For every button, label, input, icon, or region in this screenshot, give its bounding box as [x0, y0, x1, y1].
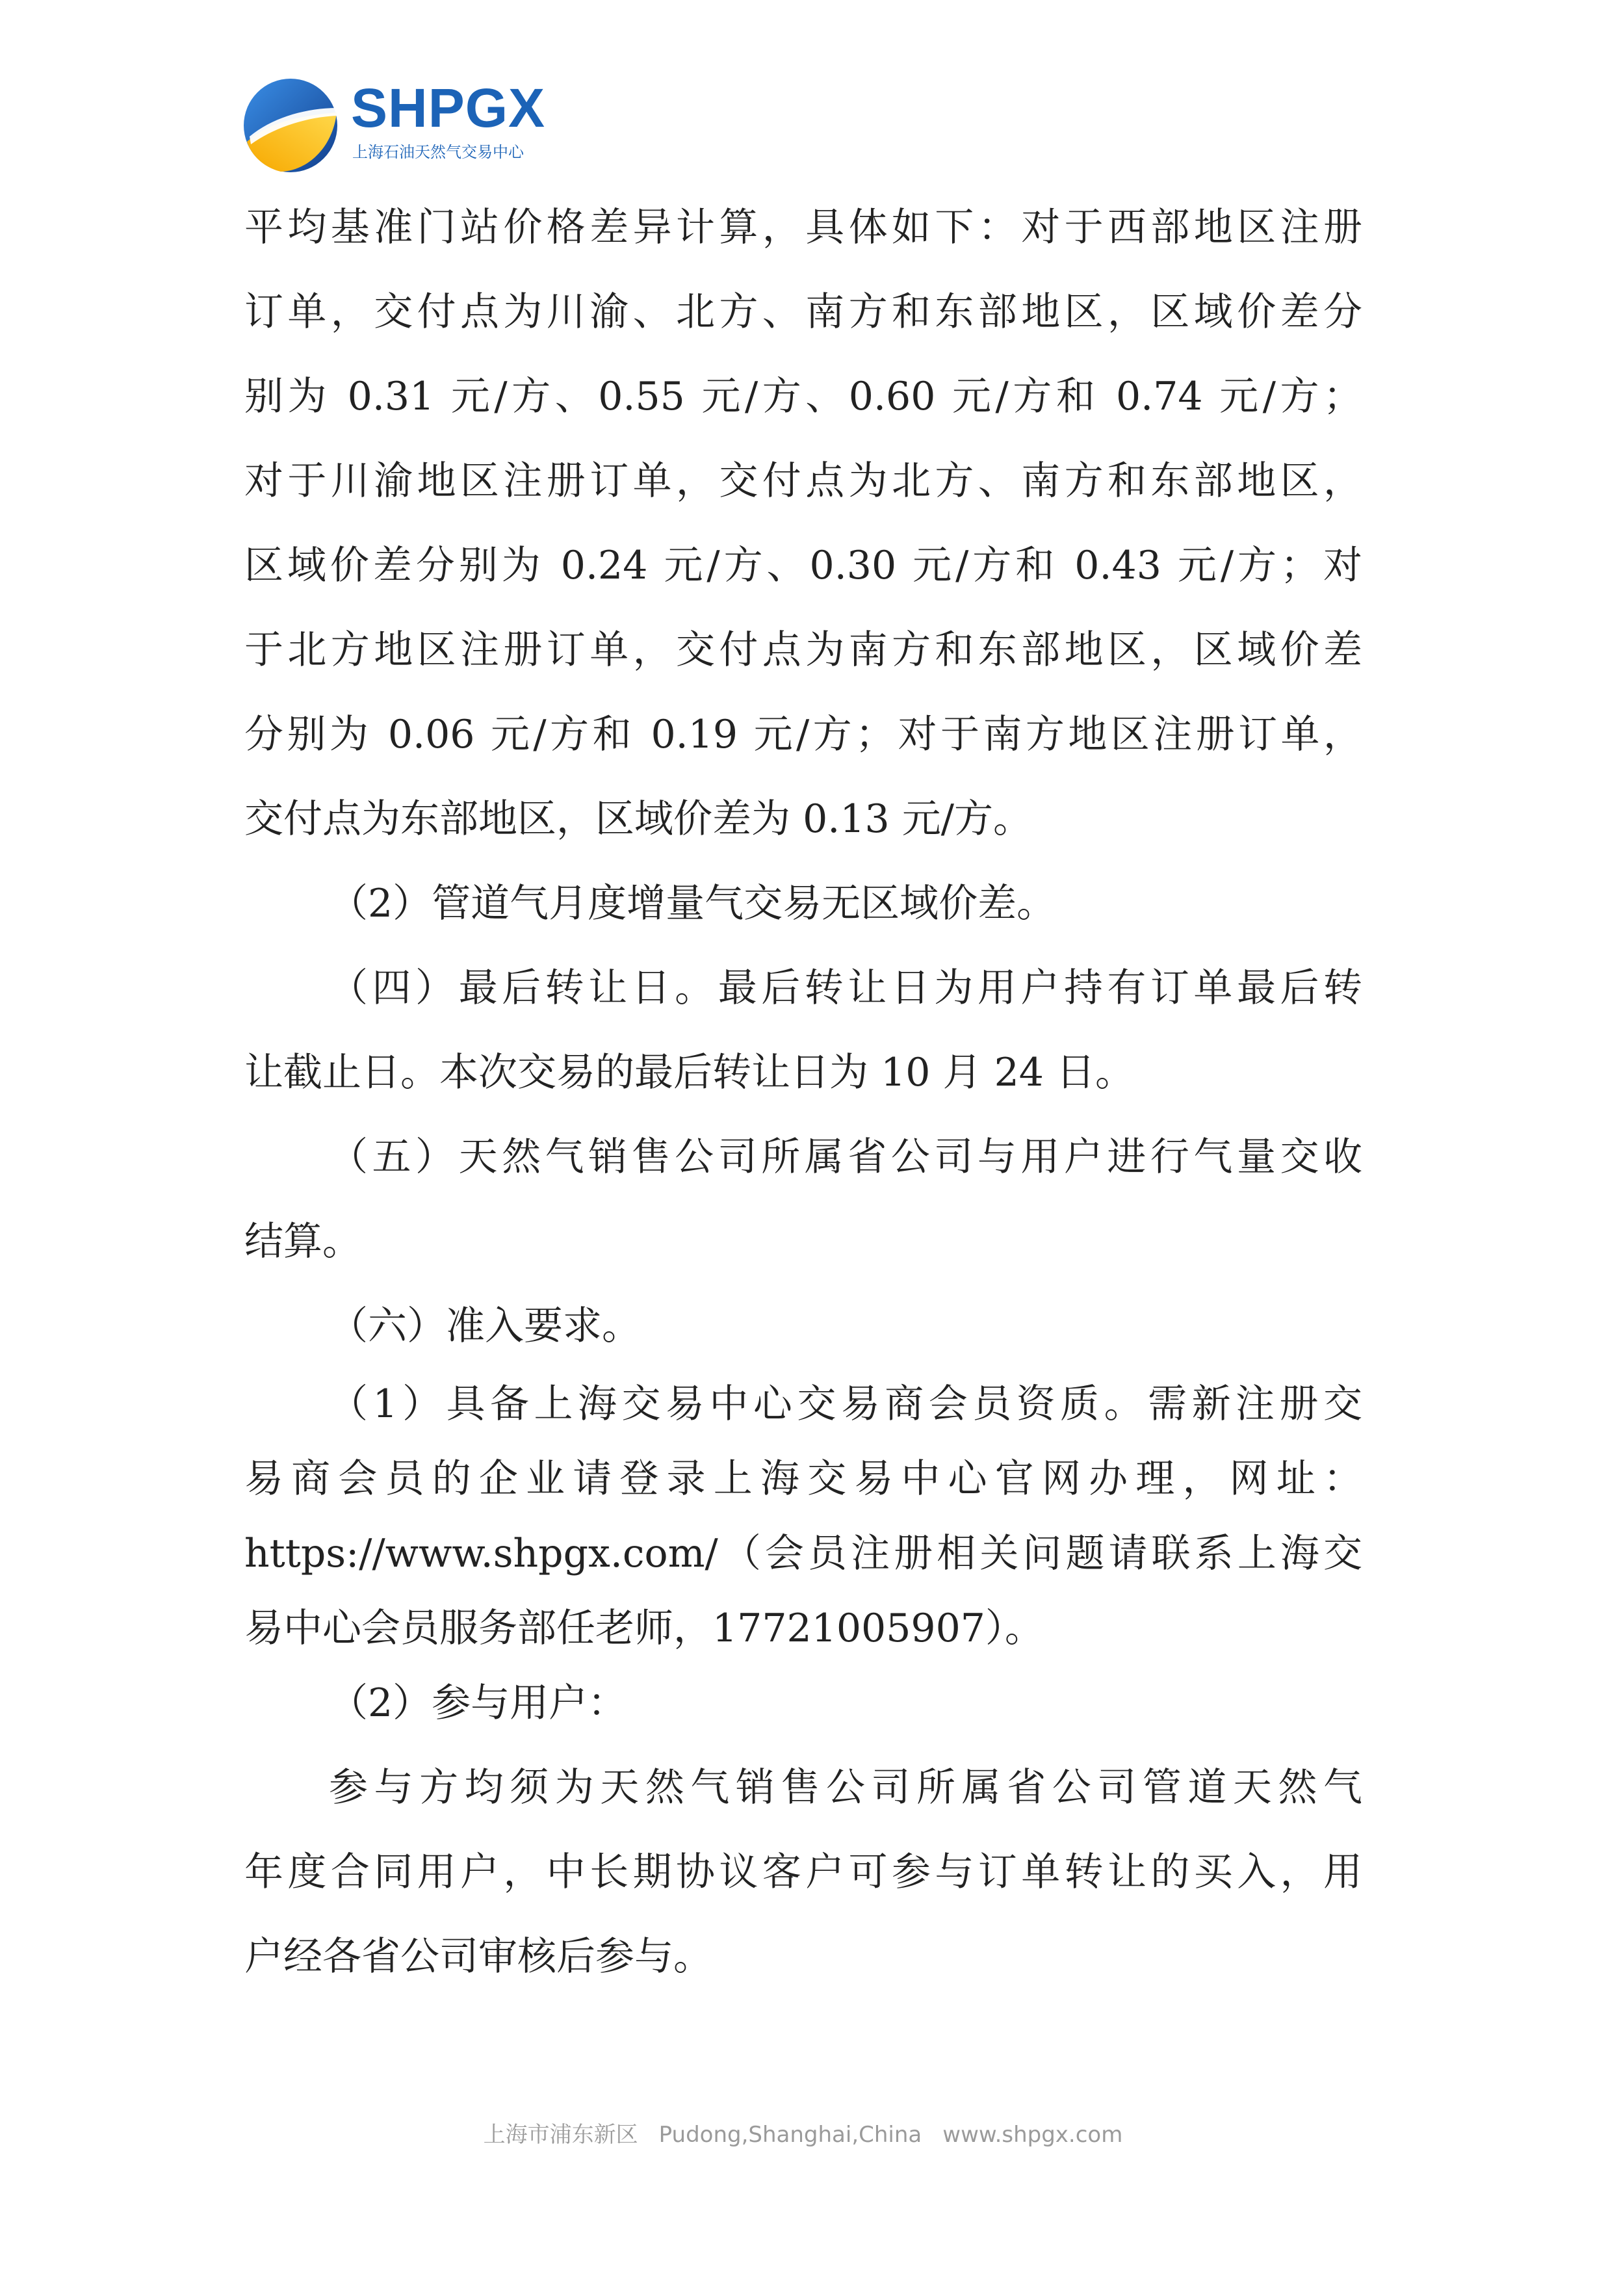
body-line: 分别为 0.06 元/方和 0.19 元/方；对于南方地区注册订单，	[244, 712, 1362, 757]
body-line: （2）管道气月度增量气交易无区域价差。	[329, 881, 1056, 926]
body-line: （1）具备上海交易中心交易商会员资质。需新注册交	[329, 1381, 1362, 1427]
footer-location-cn: 上海市浦东新区	[483, 2122, 638, 2148]
page-footer	[0, 2117, 1606, 2148]
footer-website: www.shpgx.com	[942, 2122, 1123, 2148]
body-line: 参与方均须为天然气销售公司所属省公司管道天然气	[329, 1765, 1362, 1810]
logo-name: SHPGX	[351, 77, 546, 138]
body-line: 交付点为东部地区，区域价差为 0.13 元/方。	[244, 796, 1032, 842]
body-line: 年度合同用户，中长期协议客户可参与订单转让的买入，用	[244, 1849, 1362, 1895]
body-line: 易商会员的企业请登录上海交易中心官网办理，网址：	[244, 1456, 1362, 1502]
body-line: 区域价差分别为 0.24 元/方、0.30 元/方和 0.43 元/方；对	[244, 543, 1362, 588]
body-line: 易中心会员服务部任老师，17721005907）。	[244, 1606, 1044, 1651]
body-line: 于北方地区注册订单，交付点为南方和东部地区，区域价差	[244, 627, 1362, 673]
body-line: （六）准入要求。	[329, 1303, 641, 1349]
body-line: 平均基准门站价格差异计算，具体如下：对于西部地区注册	[244, 205, 1362, 250]
header-logo	[242, 77, 554, 174]
body-line: （四）最后转让日。最后转让日为用户持有订单最后转	[329, 965, 1362, 1011]
shpgx-logo-icon	[242, 77, 339, 174]
body-line: （2）参与用户：	[329, 1680, 627, 1726]
body-line: （五）天然气销售公司所属省公司与用户进行气量交收	[329, 1134, 1362, 1180]
footer-location-en: Pudong,Shanghai,China	[658, 2122, 922, 2148]
logo-subtitle: 上海石油天然气交易中心	[352, 143, 524, 161]
body-line: 结算。	[244, 1219, 361, 1264]
body-line: 订单，交付点为川渝、北方、南方和东部地区，区域价差分	[244, 289, 1362, 335]
body-line: 让截止日。本次交易的最后转让日为 10 月 24 日。	[244, 1050, 1134, 1095]
body-line: 对于川渝地区注册订单，交付点为北方、南方和东部地区，	[244, 458, 1362, 504]
body-line: 别为 0.31 元/方、0.55 元/方、0.60 元/方和 0.74 元/方；	[244, 374, 1362, 419]
body-line: https://www.shpgx.com/（会员注册相关问题请联系上海交	[244, 1531, 1362, 1576]
body-line: 户经各省公司审核后参与。	[244, 1934, 712, 1979]
